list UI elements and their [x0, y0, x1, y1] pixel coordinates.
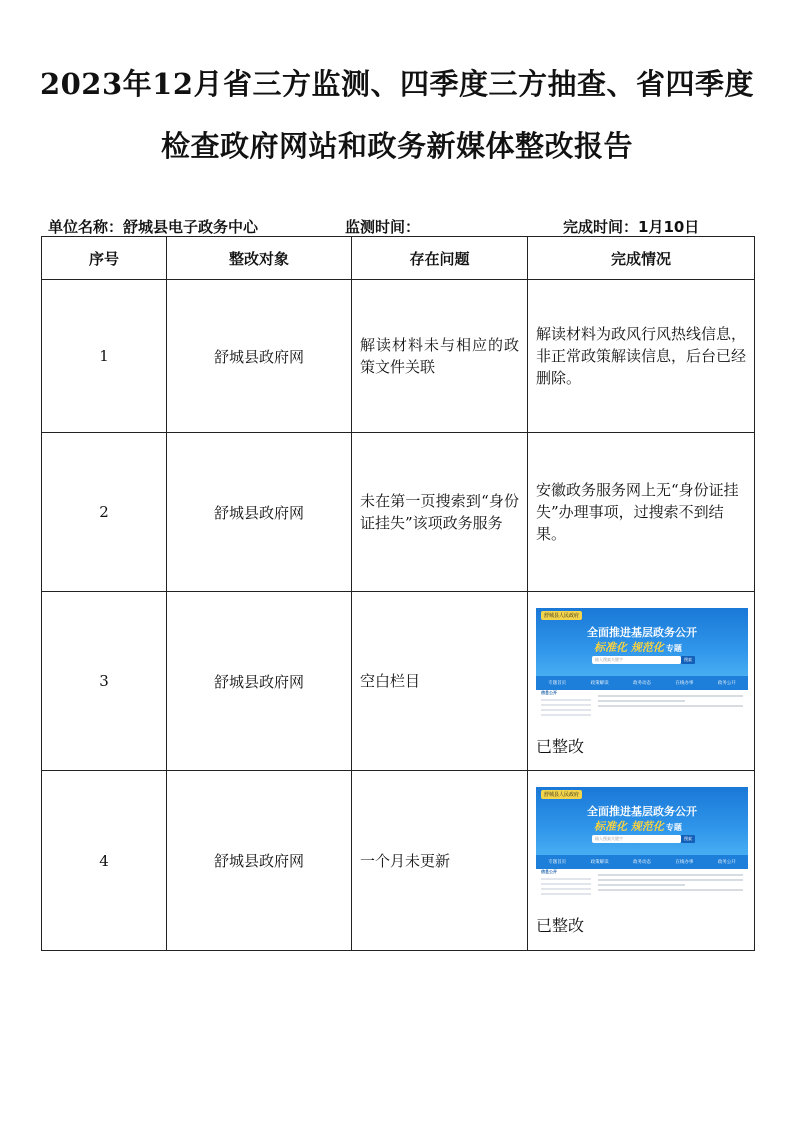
screenshot-banner: [536, 787, 748, 855]
header-no: 序号: [42, 237, 167, 280]
table-row: [42, 433, 755, 592]
screenshot-slogan: 标准化 规范化 专题: [594, 641, 682, 654]
screenshot-sidebar: 信息公开: [541, 690, 591, 719]
nav-item: 专题首页: [548, 681, 567, 686]
nav-item: 专题首页: [548, 860, 567, 865]
nav-item: 在线办事: [675, 681, 694, 686]
header-result: 完成情况: [528, 237, 755, 280]
table-row: [42, 280, 755, 433]
screenshot-nav: [536, 676, 748, 690]
row-result: 解读材料为政风行风热线信息，非正常政策解读信息，后台已经删除。: [528, 280, 755, 433]
screenshot-headline: 全面推进基层政务公开: [587, 626, 697, 639]
screenshot-list: [598, 692, 743, 710]
screenshot-search-input: 输入搜索关键字: [592, 835, 681, 843]
site-logo: 舒城县人民政府: [541, 790, 582, 799]
unit-name: 单位名称：舒城县电子政务中心: [48, 218, 259, 236]
screenshot-search-button: 搜索: [681, 835, 695, 843]
nav-item: 政策解读: [590, 860, 609, 865]
complete-time: 完成时间：1月10日: [563, 218, 700, 236]
row-result-screenshot: [528, 592, 755, 771]
row-issue: 解读材料未与相应的政策文件关联: [352, 280, 528, 433]
row-object: 舒城县政府网: [167, 280, 352, 433]
table-row: [42, 771, 755, 951]
screenshot-nav: [536, 855, 748, 869]
row-object: 舒城县政府网: [167, 771, 352, 951]
screenshot-banner: [536, 608, 748, 676]
screenshot-search-button: 搜索: [681, 656, 695, 664]
screenshot-body: [536, 690, 748, 724]
row-result: 已整改: [536, 916, 585, 935]
screenshot-body: [536, 869, 748, 903]
nav-item: 在线办事: [675, 860, 694, 865]
row-no: 2: [42, 433, 167, 592]
report-title-line2: 检查政府网站和政务新媒体整改报告: [160, 129, 633, 163]
website-screenshot: [536, 608, 748, 728]
nav-item: 政务动态: [632, 681, 651, 686]
screenshot-list: [598, 871, 743, 894]
row-object: 舒城县政府网: [167, 433, 352, 592]
header-object: 整改对象: [167, 237, 352, 280]
nav-item: 政策解读: [590, 681, 609, 686]
row-result: 安徽政务服务网上无“身份证挂失”办理事项，过搜索不到结果。: [528, 433, 755, 592]
screenshot-search-input: 输入搜索关键字: [592, 656, 681, 664]
row-issue: 一个月未更新: [352, 771, 528, 951]
website-screenshot: [536, 787, 748, 907]
row-no: 1: [42, 280, 167, 433]
row-object: 舒城县政府网: [167, 592, 352, 771]
row-no: 3: [42, 592, 167, 771]
row-result: 已整改: [536, 737, 585, 756]
screenshot-headline: 全面推进基层政务公开: [587, 805, 697, 818]
report-title-line1: 2023年12月省三方监测、四季度三方抽查、省四季度: [39, 67, 755, 101]
monitor-time: 监测时间：: [345, 218, 421, 236]
row-issue: 未在第一页搜索到“身份证挂失”该项政务服务: [352, 433, 528, 592]
nav-item: 政务公开: [717, 681, 736, 686]
table-row: [42, 592, 755, 771]
nav-item: 政务动态: [632, 860, 651, 865]
row-no: 4: [42, 771, 167, 951]
site-logo: 舒城县人民政府: [541, 611, 582, 620]
rectification-table: [41, 236, 755, 951]
screenshot-slogan: 标准化 规范化 专题: [594, 820, 682, 833]
header-issue: 存在问题: [352, 237, 528, 280]
table-header-row: [42, 237, 755, 280]
screenshot-sidebar: 信息公开: [541, 869, 591, 898]
row-issue: 空白栏目: [352, 592, 528, 771]
row-result-screenshot: [528, 771, 755, 951]
nav-item: 政务公开: [717, 860, 736, 865]
